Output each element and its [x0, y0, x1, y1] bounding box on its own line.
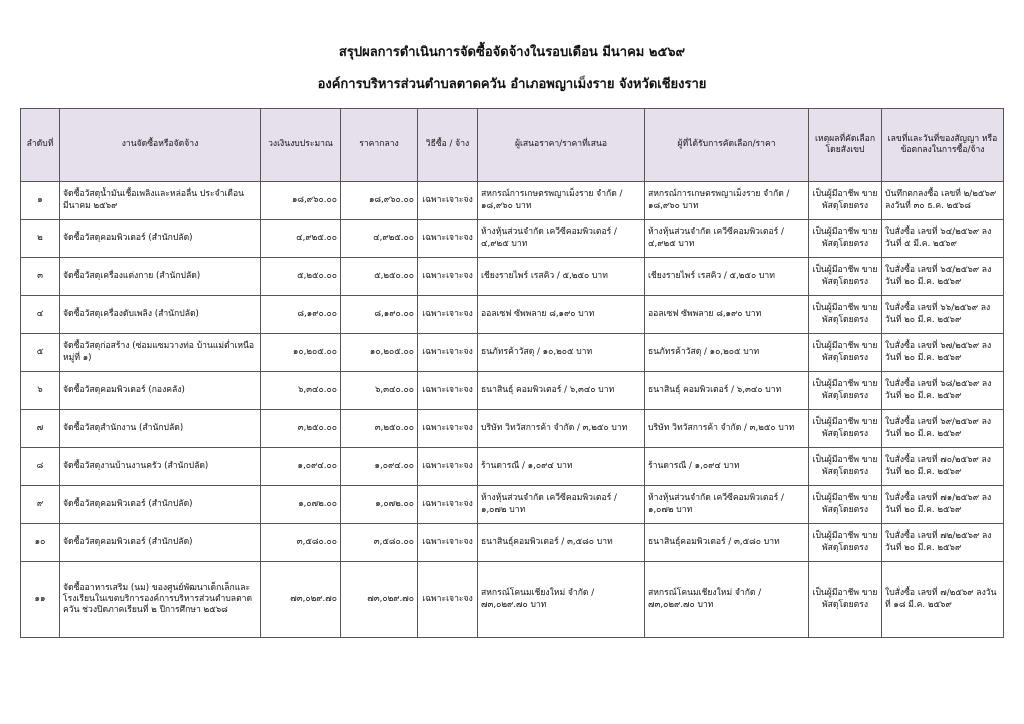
header-method: วิธีซื้อ / จ้าง	[418, 109, 478, 182]
cell-median-price: ๑๘,๙๖๐.๐๐	[341, 182, 418, 220]
cell-winner: ธนภัทรค้าวัสดุ / ๑๐,๒๐๕ บาท	[645, 334, 809, 372]
cell-method: เฉพาะเจาะจง	[418, 524, 478, 562]
cell-reason: เป็นผู้มีอาชีพ ขายพัสดุโดยตรง	[809, 220, 882, 258]
cell-bidder: ธนาสินธุ์ คอมพิวเตอร์ / ๖,๓๔๐ บาท	[478, 372, 645, 410]
cell-reason: เป็นผู้มีอาชีพ ขายพัสดุโดยตรง	[809, 296, 882, 334]
cell-winner: ห้างหุ้นส่วนจำกัด เควีซีคอมพิวเตอร์ / ๑,๐๗๒ บาท	[645, 486, 809, 524]
cell-budget: ๕,๒๕๐.๐๐	[261, 258, 341, 296]
cell-bidder: ธนภัทรค้าวัสดุ / ๑๐,๒๐๕ บาท	[478, 334, 645, 372]
cell-median-price: ๗๓,๐๒๙.๗๐	[341, 562, 418, 638]
table-row	[21, 182, 1004, 220]
cell-item: จัดซื้อวัสดุงานบ้านงานครัว (สำนักปลัด)	[60, 448, 261, 486]
cell-median-price: ๕,๒๕๐.๐๐	[341, 258, 418, 296]
cell-method: เฉพาะเจาะจง	[418, 334, 478, 372]
table-body	[21, 182, 1004, 638]
header-no: ลำดับที่	[21, 109, 60, 182]
cell-method: เฉพาะเจาะจง	[418, 182, 478, 220]
header-bidder: ผู้เสนอราคา/ราคาที่เสนอ	[478, 109, 645, 182]
table-row	[21, 562, 1004, 638]
cell-winner: ธนาสินธุ์ คอมพิวเตอร์ / ๖,๓๔๐ บาท	[645, 372, 809, 410]
table-row	[21, 220, 1004, 258]
header-reason: เหตุผลที่คัดเลือก โดยสังเขป	[809, 109, 882, 182]
cell-budget: ๖,๓๔๐.๐๐	[261, 372, 341, 410]
cell-median-price: ๓,๒๕๐.๐๐	[341, 410, 418, 448]
cell-method: เฉพาะเจาะจง	[418, 562, 478, 638]
cell-winner: สหกรณ์โคนมเชียงใหม่ จำกัด / ๗๓,๐๒๙.๗๐ บาท	[645, 562, 809, 638]
table-row	[21, 296, 1004, 334]
cell-winner: ห้างหุ้นส่วนจำกัด เควีซีคอมพิวเตอร์ / ๔,๙๒๕ บาท	[645, 220, 809, 258]
cell-no: ๖	[21, 372, 60, 410]
cell-median-price: ๑๐,๒๐๕.๐๐	[341, 334, 418, 372]
cell-median-price: ๖,๓๔๐.๐๐	[341, 372, 418, 410]
cell-contract: ใบสั่งซื้อ เลขที่ ๖๙/๒๕๖๙ ลงวันที่ ๒๐ มี.ค. ๒๕๖๙	[882, 410, 1004, 448]
cell-item: จัดซื้ออาหารเสริม (นม) ของศูนย์พัฒนาเด็กเล็กและโรงเรียนในเขตบริการองค์การบริหารส่วนตำบลตาดควัน ช่วงปิดภาคเรียนที่ ๒ ปีการศึกษา ๒๕๖๘	[60, 562, 261, 638]
cell-contract: ใบสั่งซื้อ เลขที่ ๖๗/๒๕๖๙ ลงวันที่ ๒๐ มี.ค. ๒๕๖๙	[882, 334, 1004, 372]
header-winner: ผู้ที่ได้รับการคัดเลือก/ราคา	[645, 109, 809, 182]
cell-no: ๑๑	[21, 562, 60, 638]
cell-contract: ใบสั่งซื้อ เลขที่ ๗๑/๒๕๖๙ ลงวันที่ ๒๐ มี.ค. ๒๕๖๙	[882, 486, 1004, 524]
cell-winner: สหกรณ์การเกษตรพญาเม็งราย จำกัด / ๑๘,๙๖๐ บาท	[645, 182, 809, 220]
cell-reason: เป็นผู้มีอาชีพ ขายพัสดุโดยตรง	[809, 258, 882, 296]
cell-no: ๕	[21, 334, 60, 372]
cell-budget: ๑,๐๗๒.๐๐	[261, 486, 341, 524]
cell-method: เฉพาะเจาะจง	[418, 258, 478, 296]
cell-item: จัดซื้อวัสดุสำนักงาน (สำนักปลัด)	[60, 410, 261, 448]
cell-budget: ๔,๙๒๕.๐๐	[261, 220, 341, 258]
cell-reason: เป็นผู้มีอาชีพ ขายพัสดุโดยตรง	[809, 334, 882, 372]
cell-contract: ใบสั่งซื้อ เลขที่ ๖๖/๒๕๖๙ ลงวันที่ ๒๐ มี.ค. ๒๕๖๙	[882, 296, 1004, 334]
cell-median-price: ๔,๙๒๕.๐๐	[341, 220, 418, 258]
cell-reason: เป็นผู้มีอาชีพ ขายพัสดุโดยตรง	[809, 182, 882, 220]
cell-reason: เป็นผู้มีอาชีพ ขายพัสดุโดยตรง	[809, 448, 882, 486]
table-row	[21, 334, 1004, 372]
cell-budget: ๑๘,๙๖๐.๐๐	[261, 182, 341, 220]
table-row	[21, 524, 1004, 562]
cell-item: จัดซื้อวัสดุเครื่องแต่งกาย (สำนักปลัด)	[60, 258, 261, 296]
cell-method: เฉพาะเจาะจง	[418, 220, 478, 258]
cell-bidder: ออลเซฟ ซัพพลาย ๘,๑๙๐ บาท	[478, 296, 645, 334]
cell-median-price: ๘,๑๙๐.๐๐	[341, 296, 418, 334]
cell-median-price: ๓,๕๘๐.๐๐	[341, 524, 418, 562]
cell-method: เฉพาะเจาะจง	[418, 448, 478, 486]
table-row	[21, 410, 1004, 448]
cell-item: จัดซื้อวัสดุก่อสร้าง (ซ่อมแซมวางท่อ บ้านแม่ต่ำเหนือ หมู่ที่ ๑)	[60, 334, 261, 372]
cell-no: ๑๐	[21, 524, 60, 562]
cell-contract: ใบสั่งซื้อ เลขที่ ๖๕/๒๕๖๙ ลงวันที่ ๒๐ มี.ค. ๒๕๖๙	[882, 258, 1004, 296]
cell-item: จัดซื้อวัสดุคอมพิวเตอร์ (กองคลัง)	[60, 372, 261, 410]
cell-reason: เป็นผู้มีอาชีพ ขายพัสดุโดยตรง	[809, 410, 882, 448]
cell-budget: ๗๓,๐๒๙.๗๐	[261, 562, 341, 638]
cell-bidder: เชียงรายไพร์ เรสคิว / ๕,๒๕๐ บาท	[478, 258, 645, 296]
cell-median-price: ๑,๐๙๔.๐๐	[341, 448, 418, 486]
cell-budget: ๑,๐๙๔.๐๐	[261, 448, 341, 486]
header-contract: เลขที่และวันที่ของสัญญา หรือข้อตกลงในการซื้อ/จ้าง	[882, 109, 1004, 182]
header-item: งานจัดซื้อหรือจัดจ้าง	[60, 109, 261, 182]
table-row	[21, 486, 1004, 524]
cell-contract: ใบสั่งซื้อ เลขที่ ๗๐/๒๕๖๙ ลงวันที่ ๒๐ มี.ค. ๒๕๖๙	[882, 448, 1004, 486]
cell-median-price: ๑,๐๗๒.๐๐	[341, 486, 418, 524]
cell-contract: ใบสั่งซื้อ เลขที่ ๗/๒๕๖๙ ลงวันที่ ๑๘ มี.ค. ๒๕๖๙	[882, 562, 1004, 638]
cell-method: เฉพาะเจาะจง	[418, 486, 478, 524]
cell-no: ๓	[21, 258, 60, 296]
document-subtitle: องค์การบริหารส่วนตำบลตาดควัน อำเภอพญาเม็งราย จังหวัดเชียงราย	[317, 77, 707, 92]
cell-no: ๑	[21, 182, 60, 220]
cell-winner: ธนาสินธุ์คอมพิวเตอร์ / ๓,๕๘๐ บาท	[645, 524, 809, 562]
cell-bidder: สหกรณ์โคนมเชียงใหม่ จำกัด / ๗๓,๐๒๙.๗๐ บาท	[478, 562, 645, 638]
cell-winner: ร้านดารณี / ๑,๐๙๔ บาท	[645, 448, 809, 486]
cell-budget: ๑๐,๒๐๕.๐๐	[261, 334, 341, 372]
cell-reason: เป็นผู้มีอาชีพ ขายพัสดุโดยตรง	[809, 562, 882, 638]
procurement-table	[20, 108, 1004, 638]
cell-reason: เป็นผู้มีอาชีพ ขายพัสดุโดยตรง	[809, 372, 882, 410]
cell-item: จัดซื้อวัสดุคอมพิวเตอร์ (สำนักปลัด)	[60, 486, 261, 524]
cell-budget: ๓,๕๘๐.๐๐	[261, 524, 341, 562]
cell-method: เฉพาะเจาะจง	[418, 372, 478, 410]
cell-item: จัดซื้อวัสดุเครื่องดับเพลิง (สำนักปลัด)	[60, 296, 261, 334]
cell-contract: ใบสั่งซื้อ เลขที่ ๖๔/๒๕๖๙ ลงวันที่ ๕ มี.ค. ๒๕๖๙	[882, 220, 1004, 258]
header-median-price: ราคากลาง	[341, 109, 418, 182]
cell-no: ๙	[21, 486, 60, 524]
cell-item: จัดซื้อวัสดุน้ำมันเชื้อเพลิงและหล่อลื่น ประจำเดือน มีนาคม ๒๕๖๙	[60, 182, 261, 220]
cell-contract: ใบสั่งซื้อ เลขที่ ๗๒/๒๕๖๙ ลงวันที่ ๒๐ มี.ค. ๒๕๖๙	[882, 524, 1004, 562]
table-row	[21, 448, 1004, 486]
header-budget: วงเงินงบประมาณ	[261, 109, 341, 182]
cell-reason: เป็นผู้มีอาชีพ ขายพัสดุโดยตรง	[809, 486, 882, 524]
cell-no: ๘	[21, 448, 60, 486]
cell-item: จัดซื้อวัสดุคอมพิวเตอร์ (สำนักปลัด)	[60, 524, 261, 562]
cell-bidder: ร้านดารณี / ๑,๐๙๔ บาท	[478, 448, 645, 486]
cell-contract: ใบสั่งซื้อ เลขที่ ๖๘/๒๕๖๙ ลงวันที่ ๒๐ มี.ค. ๒๕๖๙	[882, 372, 1004, 410]
cell-bidder: ห้างหุ้นส่วนจำกัด เควีซีคอมพิวเตอร์ / ๑,๐๗๒ บาท	[478, 486, 645, 524]
table-header-row	[21, 109, 1004, 182]
document-title: สรุปผลการดำเนินการจัดซื้อจัดจ้างในรอบเดือน มีนาคม ๒๕๖๙	[338, 45, 686, 60]
table-row	[21, 258, 1004, 296]
cell-winner: ออลเซฟ ซัพพลาย ๘,๑๙๐ บาท	[645, 296, 809, 334]
cell-bidder: สหกรณ์การเกษตรพญาเม็งราย จำกัด / ๑๘,๙๖๐ บาท	[478, 182, 645, 220]
cell-method: เฉพาะเจาะจง	[418, 410, 478, 448]
cell-no: ๗	[21, 410, 60, 448]
cell-budget: ๓,๒๕๐.๐๐	[261, 410, 341, 448]
cell-contract: บันทึกตกลงซื้อ เลขที่ ๒/๒๕๖๙ ลงวันที่ ๓๐ ธ.ค. ๒๕๖๘	[882, 182, 1004, 220]
cell-winner: บริษัท วิทวัสการค้า จำกัด / ๓,๒๕๐ บาท	[645, 410, 809, 448]
cell-item: จัดซื้อวัสดุคอมพิวเตอร์ (สำนักปลัด)	[60, 220, 261, 258]
cell-no: ๒	[21, 220, 60, 258]
cell-budget: ๘,๑๙๐.๐๐	[261, 296, 341, 334]
table-row	[21, 372, 1004, 410]
cell-bidder: ห้างหุ้นส่วนจำกัด เควีซีคอมพิวเตอร์ / ๔,๙๒๕ บาท	[478, 220, 645, 258]
cell-reason: เป็นผู้มีอาชีพ ขายพัสดุโดยตรง	[809, 524, 882, 562]
cell-no: ๔	[21, 296, 60, 334]
cell-bidder: ธนาสินธุ์คอมพิวเตอร์ / ๓,๕๘๐ บาท	[478, 524, 645, 562]
cell-method: เฉพาะเจาะจง	[418, 296, 478, 334]
cell-winner: เชียงรายไพร์ เรสคิว / ๕,๒๕๐ บาท	[645, 258, 809, 296]
cell-bidder: บริษัท วิทวัสการค้า จำกัด / ๓,๒๕๐ บาท	[478, 410, 645, 448]
